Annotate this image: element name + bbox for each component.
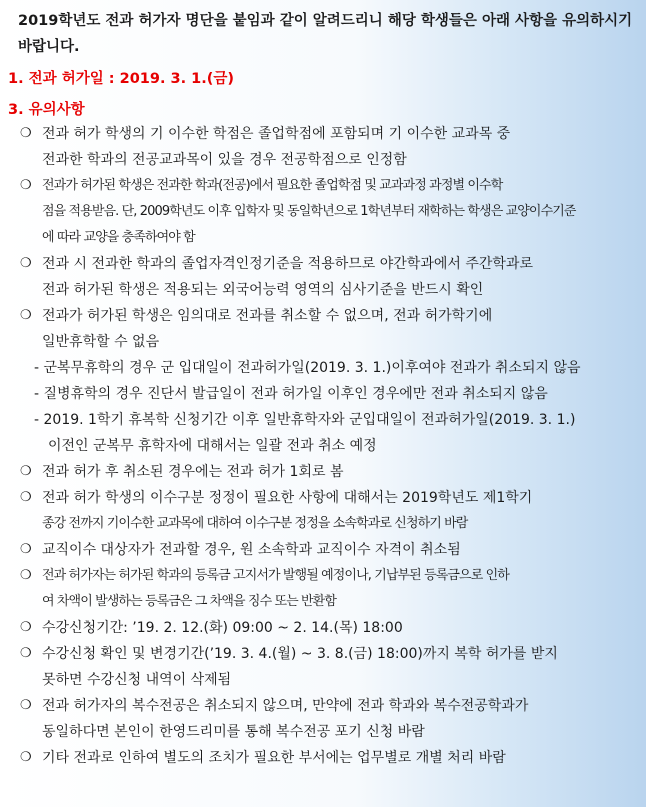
item-line: 전과 허가 후 취소된 경우에는 전과 허가 1회로 봄 — [42, 464, 344, 480]
list-item — [20, 563, 636, 615]
item-line: 동일하다면 본인이 한영드리미를 통해 복수전공 포기 신청 바람 — [42, 724, 425, 740]
circle-bullet-icon: ❍ — [20, 308, 32, 323]
list-item — [20, 485, 636, 537]
list-item — [20, 173, 636, 251]
item-line: 점을 적용받음. 단, 2009학년도 이후 입학자 및 동일학년으로 1학년부터 재학하는 학생은 교양이수기준 — [42, 204, 576, 219]
list-item — [20, 615, 636, 641]
item-line: 여 차액이 발생하는 등록금은 그 차액을 징수 또는 반환함 — [42, 594, 336, 609]
intro-paragraph: 2019학년도 전과 허가자 명단을 붙임과 같이 알려드리니 해당 학생들은 아래 사항을 유의하시기 바랍니다. — [18, 13, 633, 55]
circle-bullet-icon: ❍ — [20, 646, 32, 661]
item-line: 기타 전과로 인하여 별도의 조치가 필요한 부서에는 업무별로 개별 처리 바람 — [42, 750, 506, 766]
circle-bullet-icon: ❍ — [20, 126, 32, 141]
list-item — [20, 121, 636, 173]
sub-list-item — [34, 407, 636, 459]
circle-bullet-icon: ❍ — [20, 464, 32, 479]
sub-list-item — [34, 381, 636, 407]
circle-bullet-icon: ❍ — [20, 490, 32, 505]
item-line: 전과가 허가된 학생은 임의대로 전과를 취소할 수 없으며, 전과 허가학기에 — [42, 308, 493, 324]
item-line: 종강 전까지 기이수한 교과목에 대하여 이수구분 정정을 소속학과로 신청하기 바람 — [42, 516, 468, 531]
sub-item-line: - 2019. 1학기 휴복학 신청기간 이후 일반휴학자와 군입대일이 전과허가일(2019. 3. 1.) — [34, 412, 576, 428]
section-notes-heading: 3. 유의사항 — [8, 102, 85, 118]
item-line: 못하면 수강신청 내역이 삭제됨 — [42, 672, 232, 688]
section-transfer-date: 1. 전과 허가일 : 2019. 3. 1.(금) — [8, 71, 235, 87]
list-item — [20, 459, 636, 485]
circle-bullet-icon: ❍ — [20, 256, 32, 271]
sub-item-line: 이전인 군복무 휴학자에 대해서는 일괄 전과 취소 예정 — [48, 438, 377, 454]
circle-bullet-icon: ❍ — [20, 698, 32, 713]
item-line: 일반휴학할 수 없음 — [42, 334, 160, 350]
circle-bullet-icon: ❍ — [20, 750, 32, 765]
item-line: 전과한 학과의 전공교과목이 있을 경우 전공학점으로 인정함 — [42, 152, 407, 168]
item-line: 교직이수 대상자가 전과할 경우, 원 소속학과 교직이수 자격이 취소됨 — [42, 542, 461, 558]
list-item — [20, 251, 636, 303]
sub-item-line: - 질병휴학의 경우 진단서 발급일이 전과 허가일 이후인 경우에만 전과 취소되지 않음 — [34, 386, 548, 402]
sub-item-line: - 군복무휴학의 경우 군 입대일이 전과허가일(2019. 3. 1.)이후여야 전과가 취소되지 않음 — [34, 360, 581, 376]
circle-bullet-icon: ❍ — [20, 620, 32, 635]
item-line: 전과 허가 학생의 이수구분 정정이 필요한 사항에 대해서는 2019학년도 제1학기 — [42, 490, 533, 506]
sub-list-item — [34, 355, 636, 381]
item-line: 전과 시 전과한 학과의 졸업자격인정기준을 적용하므로 야간학과에서 주간학과로 — [42, 256, 533, 272]
item-line: 수강신청기간: ’19. 2. 12.(화) 09:00 ~ 2. 14.(목) 18:00 — [42, 620, 403, 636]
circle-bullet-icon: ❍ — [20, 178, 31, 193]
item-line: 전과 허가자의 복수전공은 취소되지 않으며, 만약에 전과 학과와 복수전공학과가 — [42, 698, 529, 714]
list-item — [20, 693, 636, 745]
list-item — [20, 303, 636, 355]
circle-bullet-icon: ❍ — [20, 568, 31, 583]
list-item — [20, 537, 636, 563]
item-line: 전과 허가 학생의 기 이수한 학점은 졸업학점에 포함되며 기 이수한 교과목 중 — [42, 126, 511, 142]
item-line: 수강신청 확인 및 변경기간(’19. 3. 4.(월) ~ 3. 8.(금) 18:00)까지 복학 허가를 받지 — [42, 646, 558, 662]
item-line: 전과 허가된 학생은 적용되는 외국어능력 영역의 심사기준을 반드시 확인 — [42, 282, 484, 298]
item-line: 전과 허가자는 허가된 학과의 등록금 고지서가 발행될 예정이나, 기납부된 등록금으로 인하 — [42, 568, 509, 583]
circle-bullet-icon: ❍ — [20, 542, 32, 557]
item-line: 전과가 허가된 학생은 전과한 학과(전공)에서 필요한 졸업학점 및 교과과정 과정별 이수학 — [42, 178, 503, 193]
list-item — [20, 745, 636, 771]
item-line: 에 따라 교양을 충족하여야 함 — [42, 230, 195, 245]
list-item — [20, 641, 636, 693]
